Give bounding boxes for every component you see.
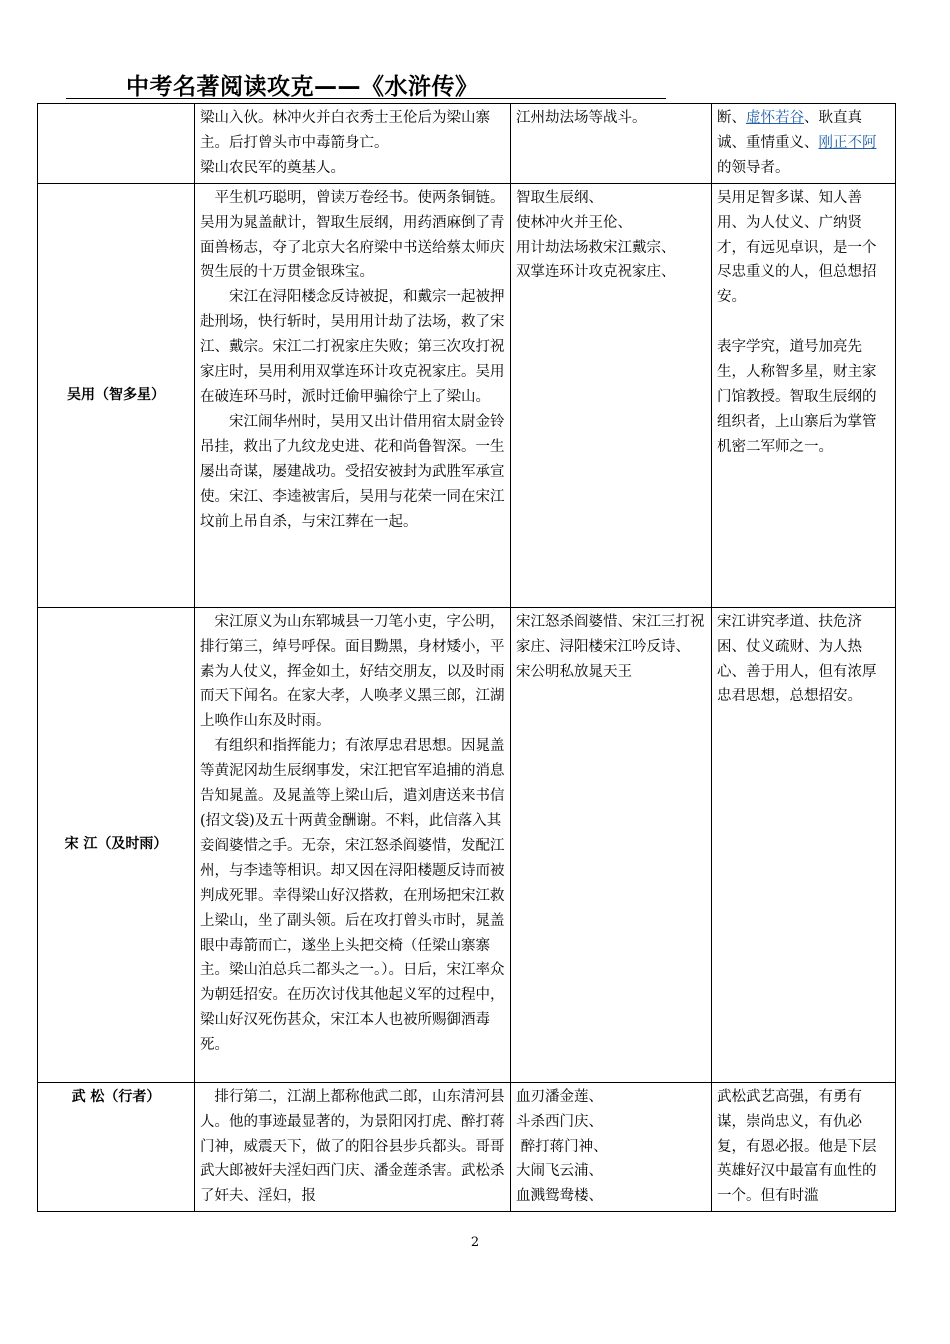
bio-paragraph: 梁山入伙。林冲火并白衣秀士王伦后为梁山寨主。后打曾头市中毒箭身亡。 — [200, 110, 490, 151]
traits-paragraph: 表字学究，道号加亮先生，人称智多星，财主家门馆教授。智取生辰纲的组织者，上山寨后为掌管机密二军师之一。 — [717, 339, 877, 455]
link-gangzhengbuea[interactable]: 刚正不阿 — [818, 134, 877, 151]
bio-paragraph: 平生机巧聪明，曾读万卷经书。使两条铜链。吴用为晁盖献计，智取生辰纲，用药酒麻倒了青面兽杨志，夺了北京大名府梁中书送给蔡太师庆贺生辰的十万贯金银珠宝。 — [200, 189, 505, 281]
traits-paragraph: 武松武艺高强，有勇有谋，崇尚忠义，有仇必复，有恩必报。他是下层英雄好汉中最富有血性的一个。但有时滥 — [717, 1088, 877, 1205]
event-item: 宋江怒杀阎婆惜、宋江三打祝家庄、浔阳楼宋江吟反诗、 — [516, 613, 705, 655]
traits-cell — [712, 607, 896, 1082]
event-item: 斗杀西门庆、 — [516, 1113, 603, 1130]
character-name-cell: 武 松（行者） — [38, 1082, 195, 1212]
traits-paragraph: 宋江讲究孝道、扶危济困、仗义疏财、为人热心、善于用人，但有浓厚忠君思想，总想招安。 — [717, 613, 877, 705]
table-row — [38, 1082, 896, 1212]
events-cell — [511, 104, 712, 184]
traits-text: 断、 — [717, 110, 746, 126]
traits-cell — [712, 1082, 896, 1212]
character-name-cell: 宋 江（及时雨） — [38, 607, 195, 1082]
bio-paragraph: 有组织和指挥能力；有浓厚忠君思想。因晁盖等黄泥冈劫生辰纲事发，宋江把官军追捕的消息告知晁盖。及晁盖等上梁山后，遣刘唐送来书信(招文袋)及五十两黄金酬谢。不料，此信落入其妾阎婆惜之手。无奈，宋江怒杀阎婆惜，发配江州，与李逵等相识。却又因在浔阳楼题反诗而被判成死罪。幸得梁山好汉搭救，在刑场把宋江救上梁山，坐了副头领。后在攻打曾头市时，晁盖眼中毒箭而亡，遂坐上头把交椅（任梁山寨寨主。梁山泊总兵二都头之一。）。日后，宋江率众为朝廷招安。在历次讨伐其他起义军的过程中，梁山好汉死伤甚众，宋江本人也被所赐御酒毒死。 — [200, 738, 505, 1054]
bio-paragraph: 梁山农民军的奠基人。 — [200, 159, 345, 176]
character-table — [37, 103, 896, 1212]
bio-cell — [195, 104, 511, 184]
bio-paragraph: 排行第二，江湖上都称他武二郎，山东清河县人。他的事迹最显著的，为景阳冈打虎、醉打蒋门神，威震天下，做了的阳谷县步兵都头。哥哥武大郎被奸夫淫妇西门庆、潘金莲杀害。武松杀了奸夫、淫妇，报 — [200, 1088, 505, 1205]
bio-cell — [195, 607, 511, 1082]
bio-cell — [195, 1082, 511, 1212]
event-item: 使林冲火并王伦、 — [516, 214, 632, 231]
title-underline — [66, 66, 666, 99]
events-cell — [511, 1082, 712, 1212]
events-cell — [511, 183, 712, 607]
event-item: 醉打蒋门神、 — [516, 1138, 608, 1155]
traits-text: 、耿直真诚、重情重义、 — [717, 110, 862, 151]
table-row — [38, 183, 896, 607]
bio-cell — [195, 183, 511, 607]
event-item: 双掌连环计攻克祝家庄、 — [516, 264, 676, 281]
event-item: 血刃潘金莲、 — [516, 1088, 603, 1105]
table-row — [38, 104, 896, 184]
event-item: 用计劫法场救宋江戴宗、 — [516, 239, 676, 256]
character-name-cell: 吴用（智多星） — [38, 183, 195, 607]
event-item: 血溅鸳鸯楼、 — [516, 1188, 603, 1205]
bio-paragraph: 宋江闹华州时，吴用又出计借用宿太尉金铃吊挂，救出了九纹龙史进、花和尚鲁智深。一生屡出奇谋，屡建战功。受招安被封为武胜军承宣使。宋江、李逵被害后，吴用与花荣一同在宋江坟前上吊自杀，与宋江葬在一起。 — [200, 413, 505, 530]
traits-cell — [712, 183, 896, 607]
events-cell — [511, 607, 712, 1082]
page-number: 2 — [470, 1235, 480, 1250]
traits-paragraph: 吴用足智多谋、知人善用、为人仗义、广纳贤才，有远见卓识，是一个尽忠重义的人，但总想招安。 — [717, 189, 877, 306]
character-name-cell — [38, 104, 195, 184]
bio-paragraph: 宋江原义为山东郓城县一刀笔小吏，字公明，排行第三，绰号呼保。面目黝黑，身材矮小，平素为人仗义，挥金如土，好结交朋友，以及时雨而天下闻名。在家大孝，人唤孝义黑三郎，江湖上唤作山东及时雨。 — [200, 613, 505, 730]
traits-cell — [712, 104, 896, 184]
event-item: 大闹飞云浦、 — [516, 1163, 603, 1180]
page-title: 中考名著阅读攻克——《水浒传》 — [126, 74, 479, 100]
event-item: 江州劫法场等战斗。 — [516, 110, 647, 126]
bio-paragraph: 宋江在浔阳楼念反诗被捉，和戴宗一起被押赴刑场，快行斩时，吴用用计劫了法场，救了宋江、戴宗。宋江二打祝家庄失败；第三次攻打祝家庄时，吴用利用双掌连环计攻克祝家庄。吴用在破连环马时，派时迁偷甲骗徐宁上了梁山。 — [200, 289, 505, 405]
event-item: 宋公明私放晁天王 — [516, 663, 632, 680]
event-item: 智取生辰纲、 — [516, 189, 603, 206]
table-row — [38, 607, 896, 1082]
traits-text: 的领导者。 — [717, 159, 790, 176]
link-xuhuairuogu[interactable]: 虚怀若谷 — [746, 110, 804, 126]
